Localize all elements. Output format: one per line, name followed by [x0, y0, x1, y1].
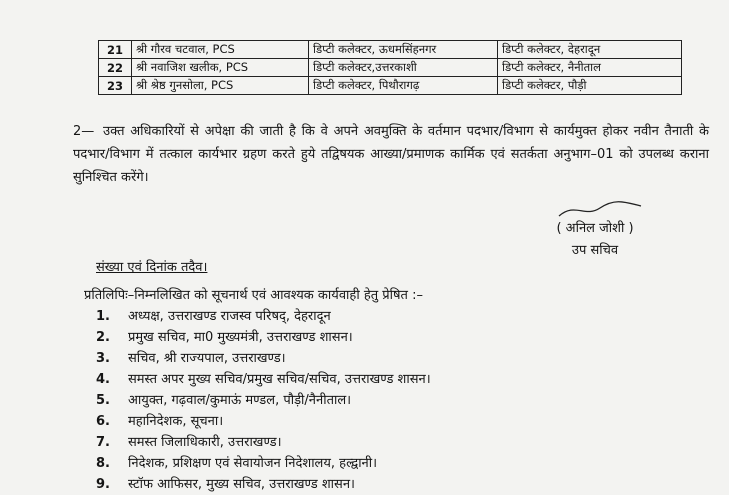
list-item: 6. महानिदेशक, सूचना।: [96, 414, 224, 429]
list-item: 1. अध्यक्ष, उत्तराखण्ड राजस्व परिषद्, देहरादून: [96, 309, 331, 324]
table-row: [99, 59, 682, 77]
signatory-name: ( अनिल जोशी ): [556, 221, 634, 236]
new-posting: डिप्टी कलेक्टर, नैनीताल: [498, 59, 682, 77]
list-item: 7. समस्त जिलाधिकारी, उत्तराखण्ड।: [96, 435, 282, 450]
officer-name: श्री श्रेष्ठ गुनसोला, PCS: [132, 77, 309, 95]
signature-scribble: [555, 198, 645, 220]
current-posting: डिप्टी कलेक्टर, पिथौरागढ़: [309, 77, 498, 95]
table-row: [99, 41, 682, 59]
row-number: 22: [99, 59, 132, 77]
new-posting: डिप्टी कलेक्टर, देहरादून: [498, 41, 682, 59]
new-posting: डिप्टी कलेक्टर, पौड़ी: [498, 77, 682, 95]
paragraph-number: 2—: [73, 124, 95, 139]
list-item: 5. आयुक्त, गढ़वाल/कुमाऊं मण्डल, पौड़ी/नैनीताल।: [96, 393, 352, 408]
officer-name: श्री नवाजिश खलीक, PCS: [132, 59, 309, 77]
signature-block: [540, 218, 650, 262]
transfer-table: [98, 40, 682, 95]
recipient-list: [96, 306, 431, 495]
current-posting: डिप्टी कलेक्टर,उत्तरकाशी: [309, 59, 498, 77]
signatory-designation: उप सचिव: [571, 243, 619, 258]
table-row: [99, 77, 682, 95]
instruction-paragraph: [73, 120, 709, 189]
row-number: 23: [99, 77, 132, 95]
list-item: 3. सचिव, श्री राज्यपाल, उत्तराखण्ड।: [96, 351, 286, 366]
list-item: 2. प्रमुख सचिव, मा0 मुख्यमंत्री, उत्तराखण्ड शासन।: [96, 330, 353, 345]
copy-to-line: प्रतिलिपिः–निम्नलिखित को सूचनार्थ एवं आवश्यक कार्यवाही हेतु प्रेषित :–: [84, 288, 423, 303]
current-posting: डिप्टी कलेक्टर, ऊधमसिंहनगर: [309, 41, 498, 59]
list-item: 4. समस्त अपर मुख्य सचिव/प्रमुख सचिव/सचिव, उत्तराखण्ड शासन।: [96, 372, 431, 387]
list-item: 9. स्टॉफ आफिसर, मुख्य सचिव, उत्तराखण्ड शासन।: [96, 477, 355, 492]
reference-line: संख्या एवं दिनांक तदैव।: [96, 260, 208, 275]
paragraph-text: उक्त अधिकारियों से अपेक्षा की जाती है कि वे अपने अवमुक्ति के वर्तमान पदभार/विभाग से कार्यमुक्त होकर नवीन तैनाती के पदभार/विभाग में तत्काल कार्यभार ग्रहण करते हुये तद्विषयक आख्या/प्रमाणक कार्मिक एवं सतर्कता अनुभाग–01 को उपलब्ध कराना सुनिश्चित करेंगे।: [73, 124, 709, 185]
officer-name: श्री गौरव चटवाल, PCS: [132, 41, 309, 59]
list-item: 8. निदेशक, प्रशिक्षण एवं सेवायोजन निदेशालय, हल्द्वानी।: [96, 456, 378, 471]
row-number: 21: [99, 41, 132, 59]
